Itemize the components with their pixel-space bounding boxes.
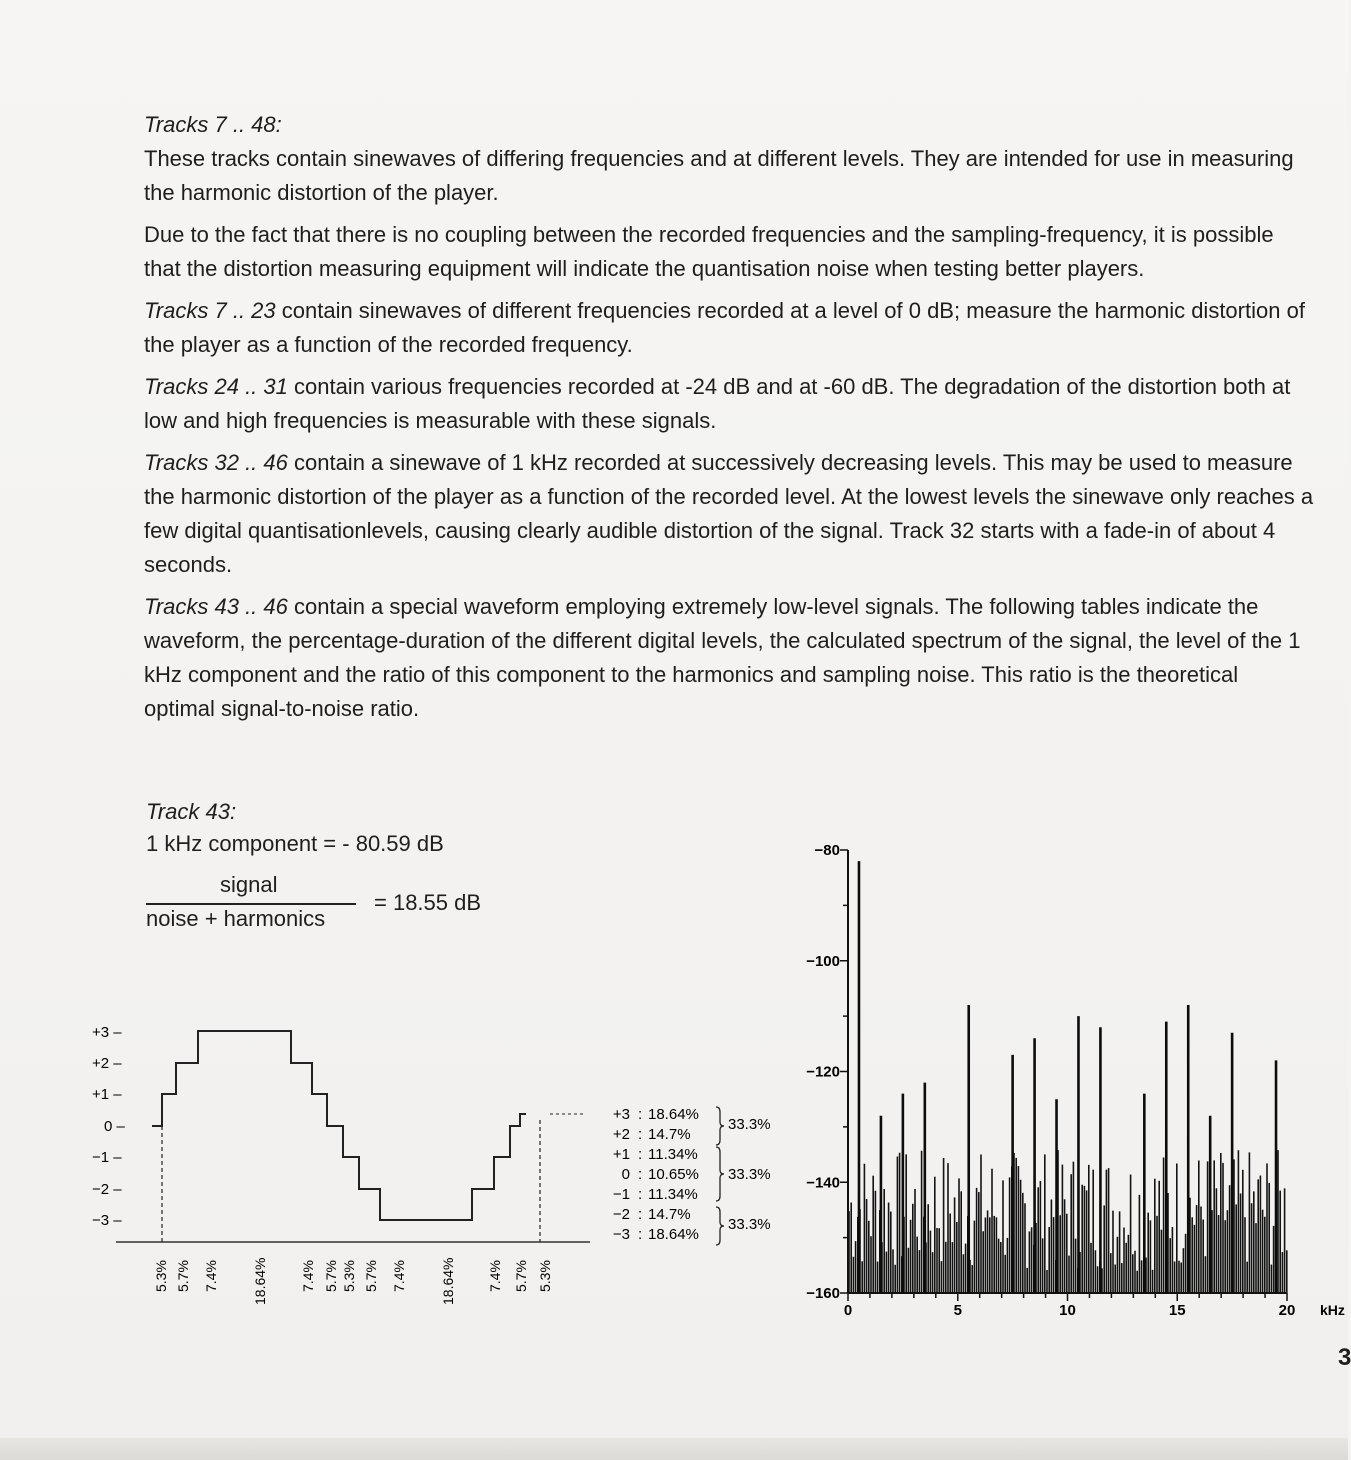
y-tick-label: −80 — [814, 842, 840, 859]
fraction-denominator: noise + harmonics — [146, 906, 326, 931]
y-tick-label: −2 – — [92, 1181, 122, 1198]
paragraph-coupling — [144, 218, 1314, 286]
paragraph-body: contain sinewaves of different frequencies recorded at a level of 0 dB; measure the harmonic distortion of the player as a function of the recorded frequency. — [144, 298, 1305, 357]
paragraph-heading: Tracks 7 .. 23 — [144, 298, 276, 323]
paragraph-tracks-7-23 — [144, 294, 1314, 362]
level-colon: : — [638, 1186, 643, 1203]
x-tick-label: 15 — [1168, 1302, 1186, 1319]
x-duration-label: 7.4% — [391, 1260, 407, 1292]
stepped-waveform — [152, 1031, 526, 1220]
level-percent: 18.64% — [648, 1226, 699, 1243]
level-value: −2 — [612, 1206, 630, 1223]
track-43-title: Track 43: — [146, 799, 237, 824]
x-duration-label: 5.7% — [323, 1260, 339, 1292]
group-braces — [716, 1107, 724, 1245]
x-duration-label: 5.3% — [341, 1260, 357, 1292]
x-duration-label: 18.64% — [440, 1257, 456, 1305]
text-block — [144, 108, 1314, 734]
level-colon: : — [638, 1166, 643, 1183]
fraction-numerator: signal — [220, 872, 278, 897]
paragraph-heading: Tracks 43 .. 46 — [144, 594, 288, 619]
level-colon: : — [638, 1226, 643, 1243]
level-row — [613, 1226, 699, 1243]
x-tick-label: 10 — [1059, 1302, 1076, 1319]
snr-fraction — [146, 872, 506, 936]
waveform-diagram — [80, 1010, 800, 1310]
level-percent: 14.7% — [648, 1206, 691, 1223]
track-43-block — [146, 796, 482, 931]
x-duration-label: 5.7% — [175, 1260, 191, 1292]
brace — [716, 1147, 724, 1201]
page-edge — [0, 1438, 1348, 1460]
x-tick-label: 20 — [1278, 1302, 1296, 1319]
y-tick-label: −160 — [806, 1285, 840, 1302]
level-value: −3 — [612, 1226, 630, 1243]
level-colon: : — [638, 1126, 643, 1143]
component-level: 1 kHz component = - 80.59 dB — [146, 831, 444, 856]
level-value: −1 — [612, 1186, 630, 1203]
paragraph-body: contain various frequencies recorded at -24 dB and at -60 dB. The degradation of the distortion both at low and high frequencies is measurable with these signals. — [144, 374, 1291, 433]
level-row — [613, 1126, 691, 1143]
group-labels — [728, 1116, 771, 1233]
y-tick-label: +2 – — [92, 1055, 122, 1072]
level-percent: 14.7% — [648, 1126, 691, 1143]
level-row — [613, 1206, 691, 1223]
y-tick-label: −100 — [806, 952, 840, 970]
fraction-bar — [146, 903, 356, 905]
level-colon: : — [638, 1146, 643, 1163]
x-duration-label: 7.4% — [203, 1260, 219, 1292]
group-percent: 33.3% — [728, 1216, 771, 1233]
x-duration-label: 18.64% — [252, 1257, 268, 1305]
level-percent: 11.34% — [648, 1186, 698, 1203]
level-colon: : — [638, 1106, 643, 1123]
x-duration-label: 5.7% — [363, 1260, 379, 1292]
y-tick-label: −3 – — [92, 1212, 122, 1229]
paragraph-heading: Tracks 24 .. 31 — [144, 374, 288, 399]
paragraph-heading: Tracks 32 .. 46 — [144, 450, 288, 475]
x-duration-label: 5.7% — [513, 1260, 529, 1292]
x-duration-label: 5.3% — [537, 1260, 553, 1292]
paragraph-tracks-32-46 — [144, 446, 1314, 582]
y-tick-label: −140 — [806, 1174, 840, 1192]
level-percent: 10.65% — [648, 1166, 699, 1183]
level-percent: 18.64% — [648, 1106, 699, 1123]
level-value: +2 — [612, 1126, 630, 1143]
paragraph-body: contain a sinewave of 1 kHz recorded at successively decreasing levels. This may be used to measure the harmonic distortion of the player as a function of the recorded level. At the lowest levels the sinewave only reaches a few digital quantisationlevels, causing clearly audible distortion of the signal. Track 32 starts with a fade-in of about 4 seconds. — [144, 450, 1314, 577]
y-tick-label: 0 – — [104, 1118, 125, 1135]
level-table — [613, 1106, 699, 1243]
level-row — [622, 1166, 699, 1183]
paragraph-tracks-24-31 — [144, 370, 1314, 438]
level-value: +1 — [612, 1146, 630, 1163]
y-tick-label: +3 – — [92, 1024, 122, 1041]
y-tick-label: +1 – — [92, 1086, 122, 1103]
x-duration-label: 7.4% — [300, 1260, 316, 1292]
paragraph-tracks-43-46 — [144, 590, 1314, 726]
x-tick-label: 5 — [953, 1302, 962, 1319]
waveform-x-labels — [153, 1258, 553, 1305]
spectrum-chart — [790, 830, 1348, 1330]
snr-value: = 18.55 dB — [374, 890, 482, 915]
y-tick-label: −120 — [806, 1063, 840, 1081]
group-percent: 33.3% — [728, 1116, 771, 1133]
level-row — [613, 1106, 699, 1123]
group-percent: 33.3% — [728, 1166, 771, 1183]
paragraph-body: Due to the fact that there is no coupling between the recorded frequencies and the sampling-frequency, it is possible that the distortion measuring equipment will indicate the quantisation noise when testing better players. — [144, 222, 1274, 281]
level-value: +3 — [612, 1106, 630, 1123]
waveform-y-ticks — [92, 1024, 126, 1229]
paragraph-heading: Tracks 7 .. 48: — [144, 112, 282, 137]
level-value: 0 — [621, 1166, 630, 1183]
paragraph-body: These tracks contain sinewaves of differing frequencies and at different levels. They are intended for use in measuring the harmonic distortion of the player. — [144, 146, 1294, 205]
brace — [716, 1107, 724, 1145]
x-tick-label: 0 — [843, 1302, 853, 1319]
level-percent: 11.34% — [648, 1146, 698, 1163]
paragraph-body: contain a special waveform employing extremely low-level signals. The following tables indicate the waveform, the percentage-duration of the different digital levels, the calculated spectrum of the signal, the level of the 1 kHz component and the ratio of this component to the harmonics and sampling noise. This ratio is the theoretical optimal signal-to-noise ratio. — [144, 594, 1301, 721]
x-duration-label: 5.3% — [153, 1260, 169, 1292]
level-row — [613, 1146, 698, 1163]
paragraph-tracks-7-48 — [144, 108, 1314, 210]
y-tick-label: −1 – — [92, 1149, 122, 1166]
brace — [716, 1207, 724, 1245]
level-row — [613, 1186, 698, 1203]
page-number: 3 — [1338, 1344, 1351, 1371]
x-duration-label: 7.4% — [487, 1260, 503, 1292]
level-colon: : — [638, 1206, 643, 1223]
x-axis-label: kHz — [1320, 1302, 1345, 1318]
